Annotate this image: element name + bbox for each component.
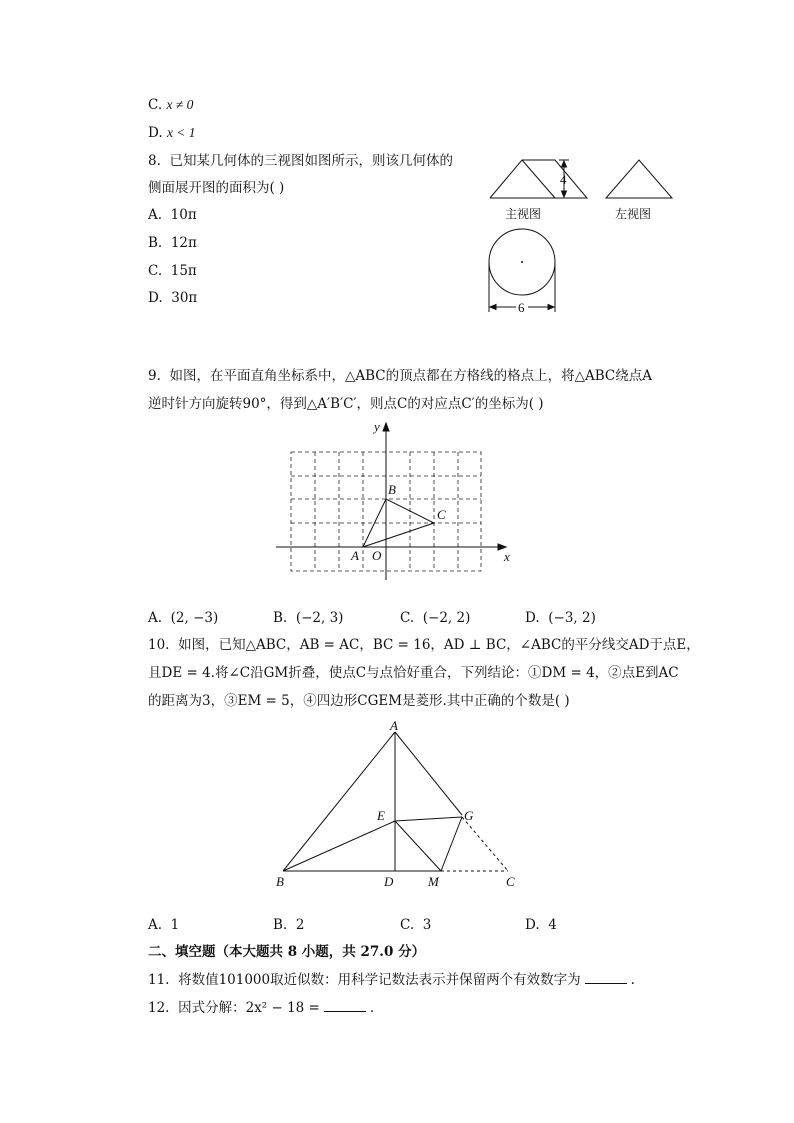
point-b-label: B bbox=[388, 482, 396, 497]
q8-option-b: B. 12π bbox=[148, 235, 197, 251]
q9-option-a: A. (2, −3) bbox=[148, 610, 219, 626]
question-text: 如图，已知△ABC，AB = AC，BC = 16，AD ⊥ BC，∠ABC的平分线交AD于点E， bbox=[178, 637, 700, 653]
side-view-label: 左视图 bbox=[615, 207, 652, 221]
segment-ab bbox=[283, 732, 395, 871]
question-number: 12. bbox=[148, 1000, 170, 1016]
point-a-label: A bbox=[351, 548, 359, 563]
option-label: D. bbox=[148, 125, 163, 141]
point-d-label: D bbox=[384, 874, 394, 889]
point-c-label: C bbox=[437, 507, 446, 522]
q9-coordinate-figure bbox=[270, 418, 520, 588]
x-axis-label: x bbox=[504, 549, 510, 564]
question-number: 11. bbox=[148, 972, 170, 988]
q12-stem: 12. 因式分解：2x² − 18 = . bbox=[148, 1000, 375, 1016]
q10-stem-line1 bbox=[148, 636, 700, 654]
point-c-label: C bbox=[506, 874, 515, 889]
segment-eg bbox=[395, 817, 462, 821]
q8-stem-line1 bbox=[148, 152, 453, 170]
option-expression: x ≠ 0 bbox=[166, 97, 194, 112]
question-number: 8. bbox=[148, 153, 161, 169]
q8-option-d: D. 30π bbox=[148, 290, 198, 306]
q7-option-d bbox=[148, 124, 196, 142]
q8-option-c: C. 15π bbox=[148, 263, 197, 279]
q10-option-a: A. 1 bbox=[148, 917, 180, 933]
answer-blank[interactable] bbox=[324, 1011, 366, 1012]
q9-stem-line1 bbox=[148, 367, 652, 385]
front-view bbox=[490, 160, 587, 198]
question-text: 如图，在平面直角坐标系中，△ABC的顶点都在方格线的格点上，将△ABC绕点A bbox=[169, 368, 652, 384]
height-label: 4 bbox=[560, 172, 567, 187]
point-e-label: E bbox=[377, 808, 385, 823]
question-text: 已知某几何体的三视图如图所示，则该几何体的 bbox=[169, 153, 453, 169]
option-label: C. bbox=[148, 97, 163, 113]
q10-option-c: C. 3 bbox=[400, 917, 432, 933]
diameter-label: 6 bbox=[518, 300, 525, 315]
point-a-label: A bbox=[390, 718, 398, 733]
point-m-label: M bbox=[428, 874, 439, 889]
q10-stem-line2: 且DE = 4.将∠C沿GM折叠，使点C与点恰好重合，下列结论：①DM = 4，②点E到AC bbox=[148, 665, 679, 681]
answer-blank[interactable] bbox=[585, 983, 627, 984]
question-text: 将数值101000取近似数：用科学记数法表示并保留两个有效数字为 bbox=[178, 972, 581, 988]
q8-stem-line2: 侧面展开图的面积为( ) bbox=[148, 180, 285, 196]
segment-ac bbox=[395, 732, 462, 815]
question-number: 10. bbox=[148, 637, 170, 653]
question-text: 因式分解：2x² − 18 = bbox=[178, 1000, 320, 1016]
point-b-label: B bbox=[276, 874, 284, 889]
q9-option-d: D. (−3, 2) bbox=[525, 610, 596, 626]
q10-stem-line3: 的距离为3，③EM = 5，④四边形CGEM是菱形.其中正确的个数是( ) bbox=[148, 693, 570, 709]
q8-option-a: A. 10π bbox=[148, 207, 197, 223]
option-expression: x < 1 bbox=[166, 125, 196, 140]
section-heading: 二、填空题（本大题共 8 小题，共 27.0 分） bbox=[148, 944, 426, 960]
segment-be bbox=[283, 821, 395, 871]
q7-option-c bbox=[148, 96, 193, 114]
question-number: 9. bbox=[148, 368, 161, 384]
origin-label: O bbox=[372, 548, 382, 563]
front-view-label: 主视图 bbox=[505, 207, 542, 221]
y-axis-label: y bbox=[374, 419, 380, 434]
q11-stem: 11. 将数值101000取近似数：用科学记数法表示并保留两个有效数字为 . bbox=[148, 972, 635, 988]
q9-option-c: C. (−2, 2) bbox=[400, 610, 471, 626]
segment-gm bbox=[441, 817, 462, 871]
q10-triangle-figure bbox=[270, 718, 530, 892]
q9-option-b: B. (−2, 3) bbox=[273, 610, 344, 626]
q10-option-d: D. 4 bbox=[525, 917, 557, 933]
point-g-label: G bbox=[464, 808, 474, 823]
q8-three-view-figure bbox=[480, 150, 690, 320]
q10-option-b: B. 2 bbox=[273, 917, 305, 933]
q9-stem-line2: 逆时针方向旋转90°，得到△A′B′C′，则点C的对应点C′的坐标为( ) bbox=[148, 396, 544, 412]
segment-em bbox=[395, 821, 441, 871]
center-dot bbox=[521, 261, 523, 263]
side-view bbox=[606, 160, 672, 198]
